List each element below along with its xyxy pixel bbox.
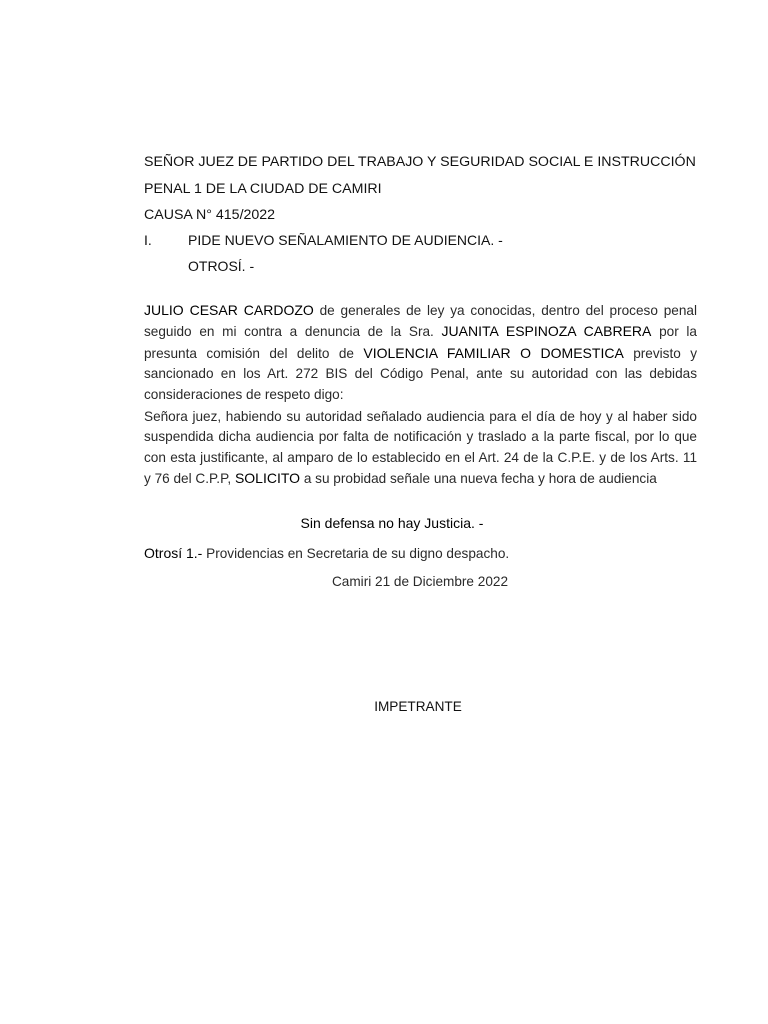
- petition-title: PIDE NUEVO SEÑALAMIENTO DE AUDIENCIA. -: [188, 232, 503, 248]
- intro-text-3: previsto y sancionado en los Art. 272 BIS del Código Penal, ante su autoridad con las debidas consideraciones de respeto digo:: [144, 345, 698, 402]
- intro-text-1: de generales de ley ya conocidas, dentro del proceso penal seguido en mi contra a denuncia de la Sra.: [144, 303, 697, 340]
- request-text-1: Señora juez, habiendo su autoridad señalado audiencia para el día de hoy y al haber sido suspendida dicha audiencia por falta de notificación y traslado a la parte fiscal, por lo que con esta justificante, al amparo de lo establecido en el Art. 24 de la C.P.E. y de los Arts. 11 y 76 del C.P.P,: [144, 409, 697, 487]
- motto: Sin defensa no hay Justicia. -: [300, 515, 484, 531]
- court-address-line-2: PENAL 1 DE LA CIUDAD DE CAMIRI: [144, 181, 382, 197]
- court-address-line-1: SEÑOR JUEZ DE PARTIDO DEL TRABAJO Y SEGURIDAD SOCIAL E INSTRUCCIÓN: [144, 154, 696, 170]
- complainant-name: JUANITA ESPINOZA CABRERA: [441, 323, 652, 340]
- crime-name: VIOLENCIA FAMILIAR O DOMESTICA: [363, 344, 624, 361]
- signature-label: IMPETRANTE: [374, 699, 462, 714]
- petitioner-name: JULIO CESAR CARDOZO: [144, 302, 314, 318]
- petition-numeral: I.: [144, 232, 152, 248]
- request-paragraph: [144, 407, 697, 490]
- otrosi-1-text: Providencias en Secretaria de su digno despacho.: [202, 546, 510, 561]
- otrosi-1-line: [144, 545, 509, 561]
- date-place: Camiri 21 de Diciembre 2022: [331, 574, 509, 589]
- request-text-2: a su probidad señale una nueva fecha y hora de audiencia: [300, 471, 657, 487]
- intro-paragraph: [144, 300, 697, 405]
- case-number: CAUSA N° 415/2022: [144, 207, 276, 223]
- intro-text-2: por la presunta comisión del delito de: [144, 324, 697, 361]
- otrosi-1-lead: Otrosí 1.-: [144, 545, 203, 561]
- solicito-keyword: SOLICITO: [234, 470, 301, 487]
- otrosi-heading: OTROSÍ. -: [188, 258, 255, 274]
